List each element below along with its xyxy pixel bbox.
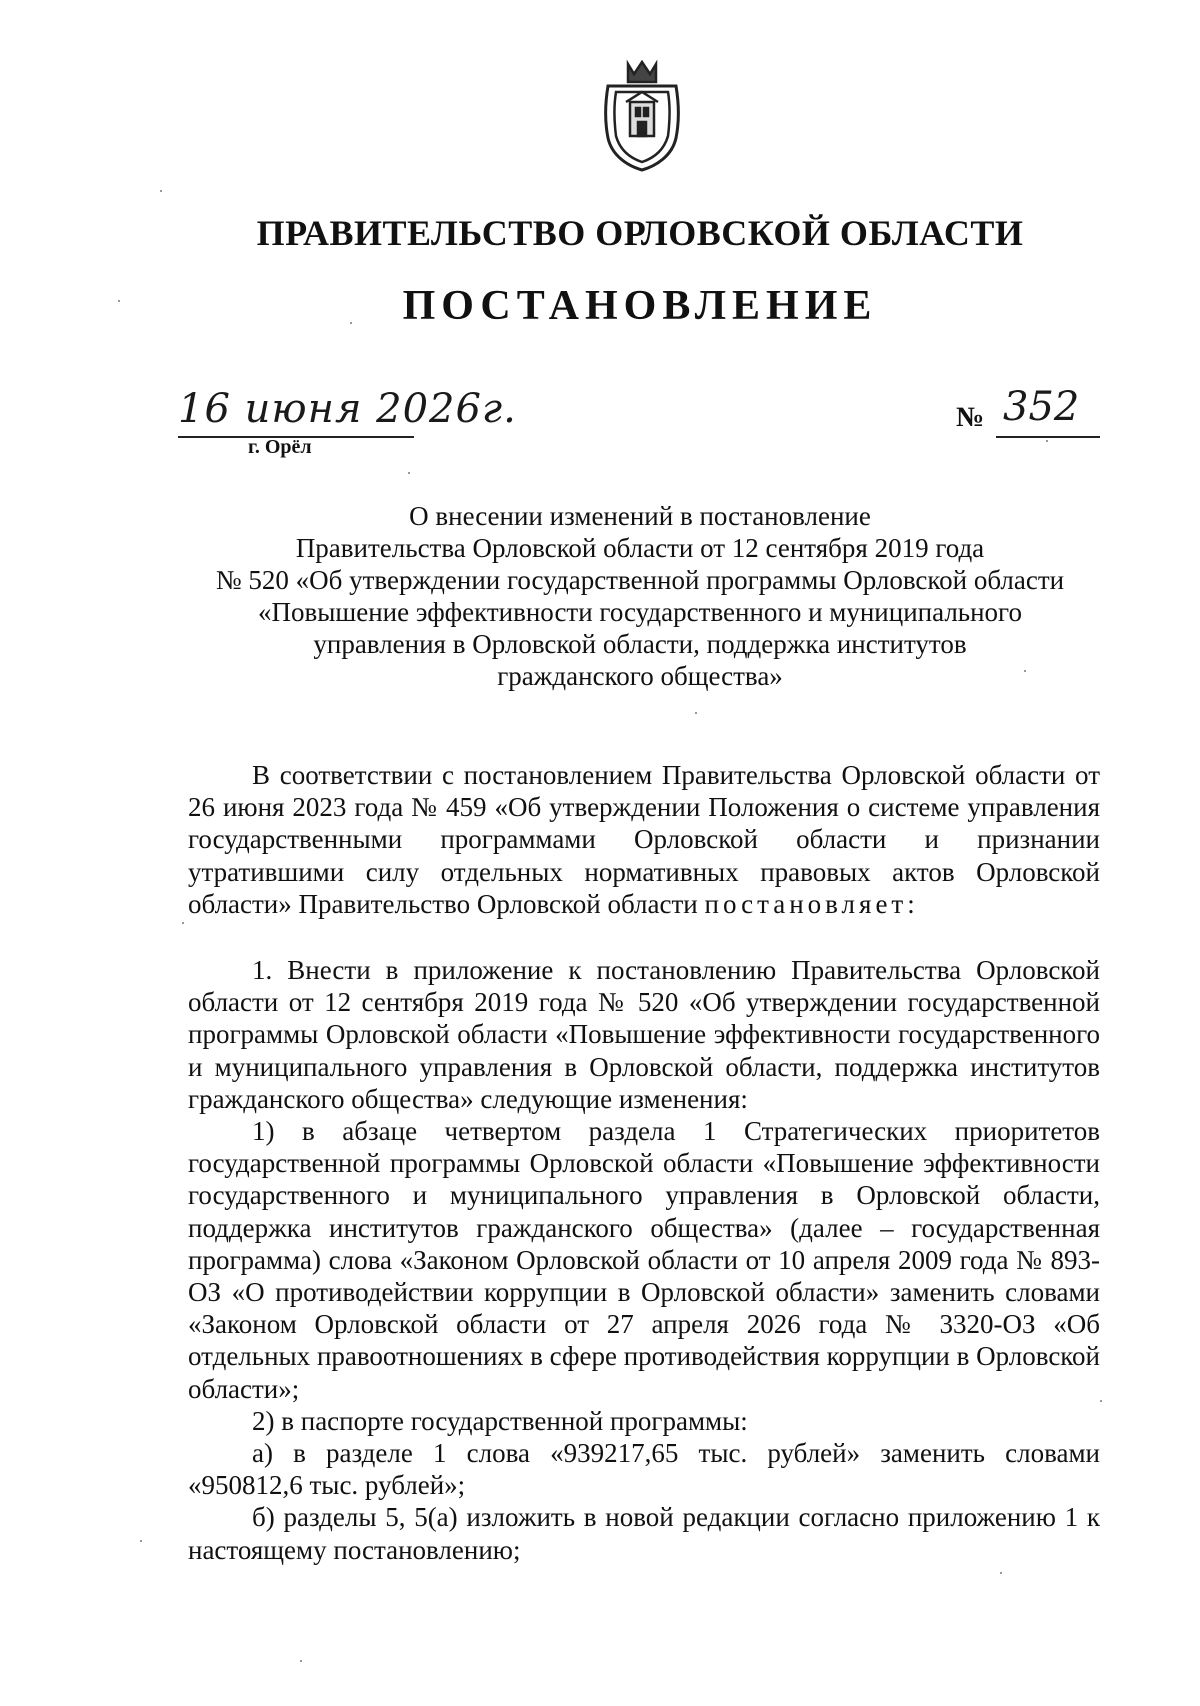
number-handwritten: 352 xyxy=(1003,384,1080,430)
heading-line: управления в Орловской области, поддержка институтов xyxy=(313,629,967,659)
item-1-2-paragraph: 2) в паспорте государственной программы: xyxy=(252,1405,748,1436)
number-underline xyxy=(996,436,1100,438)
heading-line: Правительства Орловской области от 12 сентября 2019 года xyxy=(295,533,985,563)
date-handwritten: 16 июня 2026г. xyxy=(178,386,517,432)
scan-speck xyxy=(408,472,410,474)
scan-speck xyxy=(300,1660,302,1662)
scan-speck xyxy=(140,1540,142,1542)
heading-line: № 520 «Об утверждении государственной программы Орловской области xyxy=(215,565,1065,595)
preamble-verb: постановляет: xyxy=(704,888,919,919)
coat-of-arms-icon xyxy=(598,58,686,174)
item-1-2b-paragraph: б) разделы 5, 5(а) изложить в новой редакции согласно приложению 1 к настоящему постановлению; xyxy=(188,1502,1100,1565)
heading-line: гражданского общества» xyxy=(497,661,783,691)
scan-speck xyxy=(160,190,162,192)
organization-title: ПРАВИТЕЛЬСТВО ОРЛОВСКОЙ ОБЛАСТИ xyxy=(256,213,1024,253)
item-1-2a-paragraph: а) в разделе 1 слова «939217,65 тыс. рублей» заменить словами «950812,6 тыс. рублей»; xyxy=(188,1438,1100,1501)
scan-speck xyxy=(350,322,352,324)
scan-speck xyxy=(1000,1572,1002,1574)
scan-speck xyxy=(1046,440,1048,442)
heading-line: О внесении изменений в постановление xyxy=(409,501,871,531)
preamble-paragraph xyxy=(188,759,1100,920)
scan-speck xyxy=(1024,670,1026,672)
scan-speck xyxy=(695,712,697,714)
document-body xyxy=(188,759,1100,1566)
document-type: ПОСТАНОВЛЕНИЕ xyxy=(402,283,878,329)
preamble-text: В соответствии с постановлением Правительства Орловской области от 26 июня 2023 года № 459 «Об утверждении Положения о системе управления государственными программами Орловской области и признании утратившими силу отдельных нормативных правовых актов Орловской области» Правительство Орловской области xyxy=(188,760,1100,919)
document-heading xyxy=(180,500,1100,692)
city-label: г. Орёл xyxy=(248,436,312,458)
scan-speck xyxy=(118,300,120,302)
scan-speck xyxy=(182,922,184,924)
item-1-paragraph: 1. Внести в приложение к постановлению Правительства Орловской области от 12 сентября 2019 года № 520 «Об утверждении государственной программы Орловской области «Повышение эффективности государственного и муниципального управления в Орловской области, поддержка институтов гражданского общества» следующие изменения: xyxy=(188,955,1100,1114)
item-1-1-paragraph: 1) в абзаце четвертом раздела 1 Стратегических приоритетов государственной программы Орловской области «Повышение эффективности государственного и муниципального управления в Орловской области, поддержка институтов гражданского общества» (далее – государственная программа) слова «Законом Орловской области от 10 апреля 2009 года № 893-ОЗ «О противодействии коррупции в Орловской области» заменить словами «Законом Орловской области от 27 апреля 2026 года № 3320-ОЗ «Об отдельных правоотношениях в сфере противодействия коррупции в Орловской области»; xyxy=(188,1116,1100,1404)
heading-line: «Повышение эффективности государственного и муниципального xyxy=(258,597,1022,627)
scan-speck xyxy=(1100,1400,1102,1402)
number-label: № xyxy=(956,402,985,433)
